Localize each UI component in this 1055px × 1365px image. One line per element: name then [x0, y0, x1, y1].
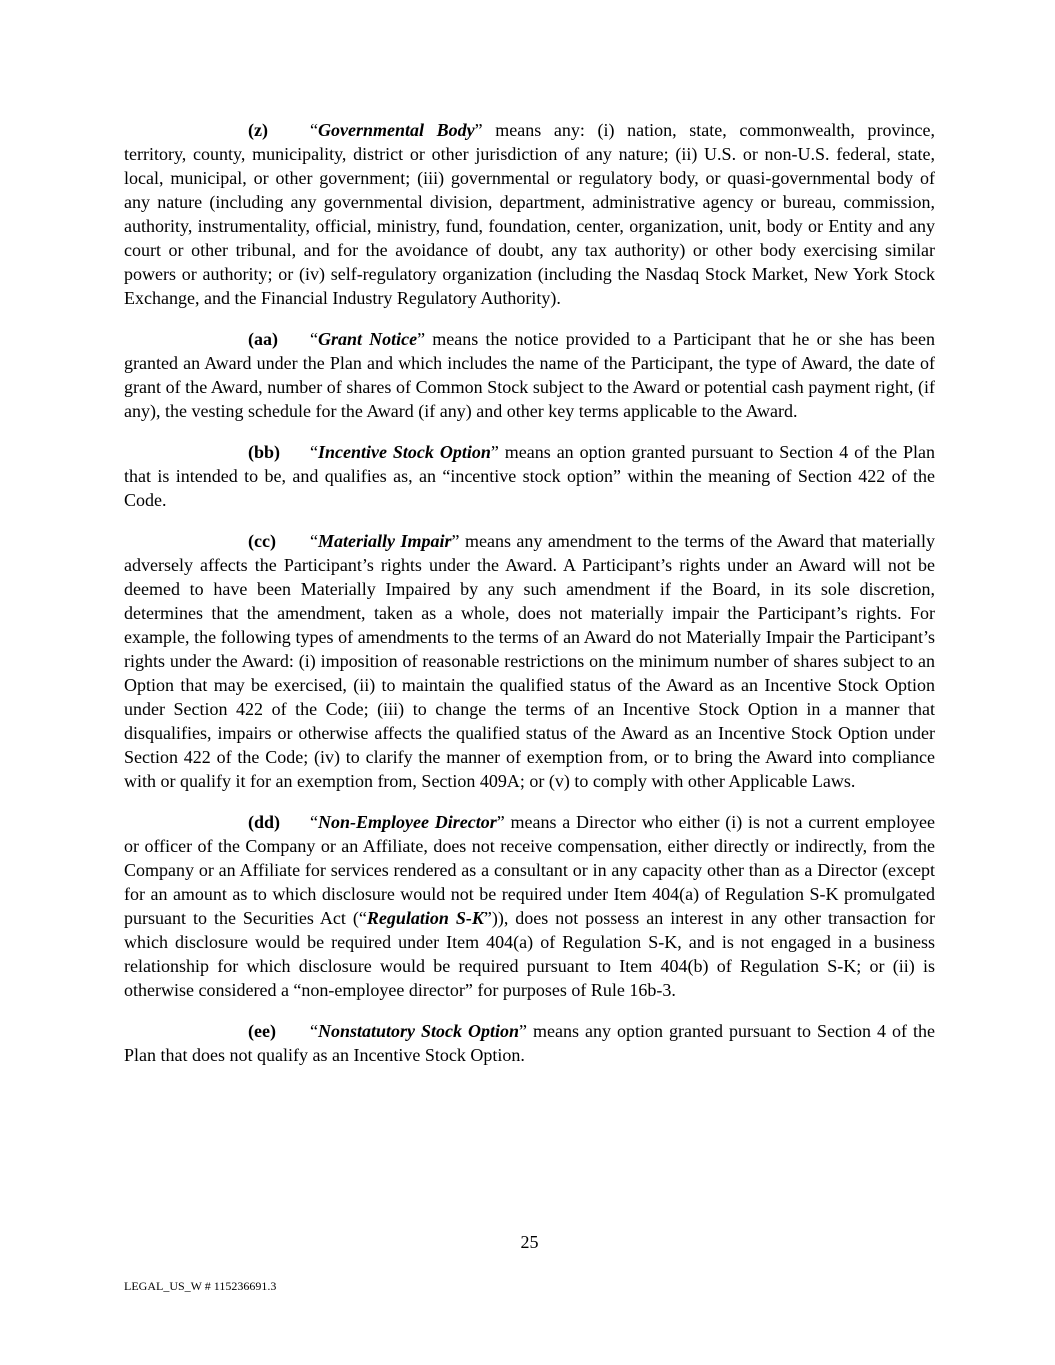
definition-label: (bb)	[248, 442, 281, 462]
definition-label: (ee)	[248, 1021, 276, 1041]
definition-label: (dd)	[248, 812, 281, 832]
defined-term: Incentive Stock Option	[318, 442, 491, 462]
inner-defined-term: Regulation S-K	[366, 908, 484, 928]
open-quote: “	[310, 442, 318, 462]
definition-text: ” means any amendment to the terms of the Award that materially adversely affects the Participant’s rights under the Award. A Participant’s rights under an Award will not be deemed to have been Materially Impaired by any such amendment if the Board, in its sole discretion, determines that the amendment, taken as a whole, does not materially impair the Participant’s rights. For example, the following types of amendments to the terms of an Award do not Materially Impair the Participant’s rights under the Award: (i) imposition of reasonable restrictions on the minimum number of shares subject to an Option that may be exercised, (ii) to maintain the qualified status of the Award as an Incentive Stock Option under Section 422 of the Code; (iii) to change the terms of an Incentive Stock Option in a manner that disqualifies, impairs or otherwise affects the qualified status of the Award as an Incentive Stock Option under Section 422 of the Code; (iv) to clarify the manner of exemption from, or to bring the Award into compliance with or qualify it for an exemption from, Section 409A; or (v) to comply with other Applicable Laws.	[124, 531, 935, 791]
definition-text: ” means any: (i) nation, state, commonwealth, province, territory, county, municipality, district or other jurisdiction of any nature; (ii) U.S. or non-U.S. federal, state, local, municipal, or other government; (iii) governmental or regulatory body, or quasi-governmental body of any nature (including any governmental division, department, administrative agency or bureau, commission, authority, instrumentality, official, ministry, fund, foundation, center, organization, unit, body or Entity and any court or other tribunal, and for the avoidance of doubt, any tax authority) or other body exercising similar powers or authority; or (iv) self-regulatory organization (including the Nasdaq Stock Market, New York Stock Exchange, and the Financial Industry Regulatory Authority).	[124, 120, 935, 308]
definition-label: (cc)	[248, 531, 276, 551]
defined-term: Governmental Body	[318, 120, 475, 140]
open-quote: “	[310, 1021, 318, 1041]
definition-text: ” means the notice provided to a Participant that he or she has been granted an Award under the Plan and which includes the name of the Participant, the type of Award, the date of grant of the Award, number of shares of Common Stock subject to the Award or potential cash payment right, (if any), the vesting schedule for the Award (if any) and other key terms applicable to the Award.	[124, 329, 935, 421]
open-quote: “	[310, 329, 318, 349]
definition-dd	[124, 810, 935, 1002]
definition-label: (z)	[248, 120, 268, 140]
definition-ee	[124, 1019, 935, 1067]
definition-bb	[124, 440, 935, 512]
page-number: 25	[520, 1232, 539, 1252]
open-quote: “	[310, 531, 318, 551]
definition-label: (aa)	[248, 329, 278, 349]
defined-term: Grant Notice	[318, 329, 418, 349]
definition-cc	[124, 529, 935, 793]
open-quote: “	[310, 812, 318, 832]
definition-aa	[124, 327, 935, 423]
defined-term: Materially Impair	[318, 531, 452, 551]
defined-term: Nonstatutory Stock Option	[318, 1021, 520, 1041]
definition-text: ” means any option granted pursuant to Section 4 of the Plan that does not qualify as an Incentive Stock Option.	[124, 1021, 935, 1065]
definition-text: ” means an option granted pursuant to Section 4 of the Plan that is intended to be, and qualifies as, an “incentive stock option” within the meaning of Section 422 of the Code.	[124, 442, 935, 510]
open-quote: “	[310, 120, 318, 140]
definition-text: ” means a Director who either (i) is not a current employee or officer of the Company or an Affiliate, does not receive compensation, either directly or indirectly, from the Company or an Affiliate for services rendered as a consultant or in any capacity other than as a Director (except for an amount as to which disclosure would not be required under Item 404(a) of Regulation S-K promulgated pursuant to the Securities Act (“	[124, 812, 936, 928]
definition-text: ”)), does not possess an interest in any other transaction for which disclosure would be required under Item 404(a) of Regulation S-K, and is not engaged in a business relationship for which disclosure would be required pursuant to Item 404(b) of Regulation S-K; or (ii) is otherwise considered a “non-employee director” for purposes of Rule 16b-3.	[124, 908, 935, 1000]
definition-z	[124, 118, 935, 310]
defined-term: Non-Employee Director	[318, 812, 497, 832]
footer-doc-id: LEGAL_US_W # 115236691.3	[124, 1279, 277, 1293]
